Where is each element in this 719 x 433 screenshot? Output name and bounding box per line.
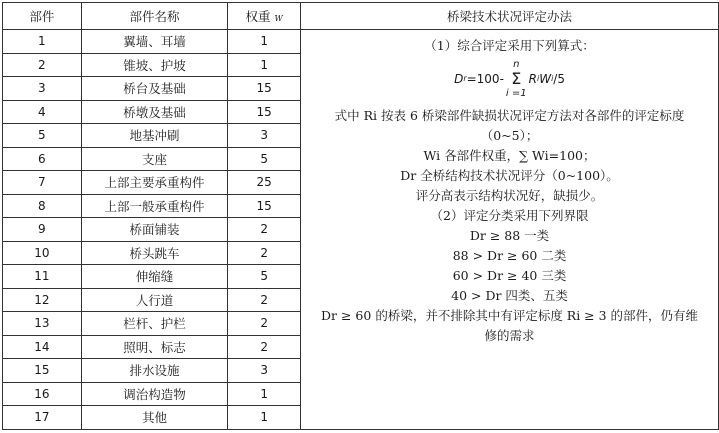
- part-no-cell: 1: [3, 30, 82, 54]
- formula-w-sub: i: [551, 74, 554, 83]
- method-line-2: 式中 Ri 按表 6 桥梁部件缺损状况评定方法对各部件的评定标度: [334, 108, 685, 123]
- sum-bottom: i =1: [505, 88, 527, 99]
- weight-cell: 1: [228, 382, 301, 406]
- method-line-12: Dr ≥ 60 的桥梁，并不排除其中有评定标度 Ri ≥ 3 的部件，仍有维: [321, 308, 699, 323]
- sum-sigma: Σ: [511, 69, 522, 88]
- part-name-cell: 照明、标志: [81, 335, 228, 359]
- method-line-8: Dr ≥ 88 一类: [469, 228, 550, 243]
- formula-d: D: [454, 72, 464, 86]
- weight-cell: 2: [228, 288, 301, 312]
- weight-cell: 1: [228, 406, 301, 430]
- part-name-cell: 上部主要承重构件: [81, 171, 228, 195]
- part-no-cell: 17: [3, 406, 82, 430]
- header-weight-sub: W: [274, 14, 283, 23]
- weight-cell: 15: [228, 194, 301, 218]
- method-line-9: 88 > Dr ≥ 60 二类: [452, 248, 567, 263]
- bridge-assessment-table: [2, 2, 719, 430]
- part-name-cell: 桥头跳车: [81, 241, 228, 265]
- formula-d-sub: r: [463, 74, 467, 83]
- formula-r-sub: i: [536, 74, 540, 83]
- part-no-cell: 15: [3, 359, 82, 383]
- part-no-cell: 11: [3, 265, 82, 289]
- header-row: [3, 3, 719, 30]
- part-no-cell: 7: [3, 171, 82, 195]
- weight-cell: 5: [228, 147, 301, 171]
- part-name-cell: 上部一般承重构件: [81, 194, 228, 218]
- header-method: 桥梁技术状况评定办法: [301, 3, 719, 30]
- table-body: [3, 30, 719, 430]
- formula: [311, 58, 708, 100]
- part-no-cell: 14: [3, 335, 82, 359]
- header-weight-label: 权重: [245, 9, 271, 24]
- header-part-name: 部件名称: [81, 3, 228, 30]
- part-name-cell: 桥面铺装: [81, 218, 228, 242]
- part-no-cell: 8: [3, 194, 82, 218]
- part-name-cell: 排水设施: [81, 359, 228, 383]
- part-no-cell: 12: [3, 288, 82, 312]
- part-no-cell: 2: [3, 53, 82, 77]
- method-cell: [301, 30, 719, 430]
- formula-r: R: [528, 72, 537, 86]
- part-name-cell: 人行道: [81, 288, 228, 312]
- weight-cell: 25: [228, 171, 301, 195]
- part-name-cell: 调治构造物: [81, 382, 228, 406]
- weight-cell: 2: [228, 312, 301, 336]
- part-name-cell: 桥墩及基础: [81, 100, 228, 124]
- bridge-assessment-table-wrap: [2, 2, 719, 430]
- method-line-3: （0~5）；: [480, 128, 539, 143]
- weight-cell: 2: [228, 241, 301, 265]
- method-line-6: 评分高表示结构状况好，缺损少。: [415, 188, 604, 203]
- method-line-5: Dr 全桥结构技术状况评分（0~100）。: [400, 168, 619, 183]
- part-name-cell: 地基冲刷: [81, 124, 228, 148]
- sum-top: n: [513, 59, 520, 70]
- method-line-10: 60 > Dr ≥ 40 三类: [452, 268, 567, 283]
- table-row: [3, 30, 719, 54]
- formula-w: W: [539, 72, 552, 86]
- weight-cell: 3: [228, 124, 301, 148]
- part-no-cell: 5: [3, 124, 82, 148]
- weight-cell: 2: [228, 218, 301, 242]
- weight-cell: 3: [228, 359, 301, 383]
- sum-symbol: [506, 58, 527, 100]
- part-name-cell: 翼墙、耳墙: [81, 30, 228, 54]
- method-line-7: （2）评定分类采用下列界限: [430, 208, 589, 223]
- part-no-cell: 13: [3, 312, 82, 336]
- weight-cell: 2: [228, 335, 301, 359]
- part-name-cell: 栏杆、护栏: [81, 312, 228, 336]
- method-line-4: Wi 各部件权重，∑ Wi=100；: [423, 148, 596, 163]
- part-name-cell: 支座: [81, 147, 228, 171]
- part-name-cell: 其他: [81, 406, 228, 430]
- header-weight: [228, 3, 301, 30]
- part-no-cell: 9: [3, 218, 82, 242]
- part-no-cell: 3: [3, 77, 82, 101]
- weight-cell: 1: [228, 30, 301, 54]
- part-no-cell: 6: [3, 147, 82, 171]
- weight-cell: 15: [228, 100, 301, 124]
- formula-tail: /5: [553, 72, 565, 86]
- header-part-no: 部件: [3, 3, 82, 30]
- method-line-13: 修的需求: [484, 328, 535, 343]
- weight-cell: 15: [228, 77, 301, 101]
- method-line-11: 40 > Dr 四类、五类: [451, 288, 568, 303]
- part-name-cell: 锥坡、护坡: [81, 53, 228, 77]
- formula-eq: =100-: [466, 72, 504, 86]
- part-no-cell: 16: [3, 382, 82, 406]
- part-name-cell: 桥台及基础: [81, 77, 228, 101]
- part-no-cell: 4: [3, 100, 82, 124]
- method-line-1: （1）综合评定采用下列算式：: [424, 38, 595, 53]
- weight-cell: 5: [228, 265, 301, 289]
- part-no-cell: 10: [3, 241, 82, 265]
- part-name-cell: 伸缩缝: [81, 265, 228, 289]
- weight-cell: 1: [228, 53, 301, 77]
